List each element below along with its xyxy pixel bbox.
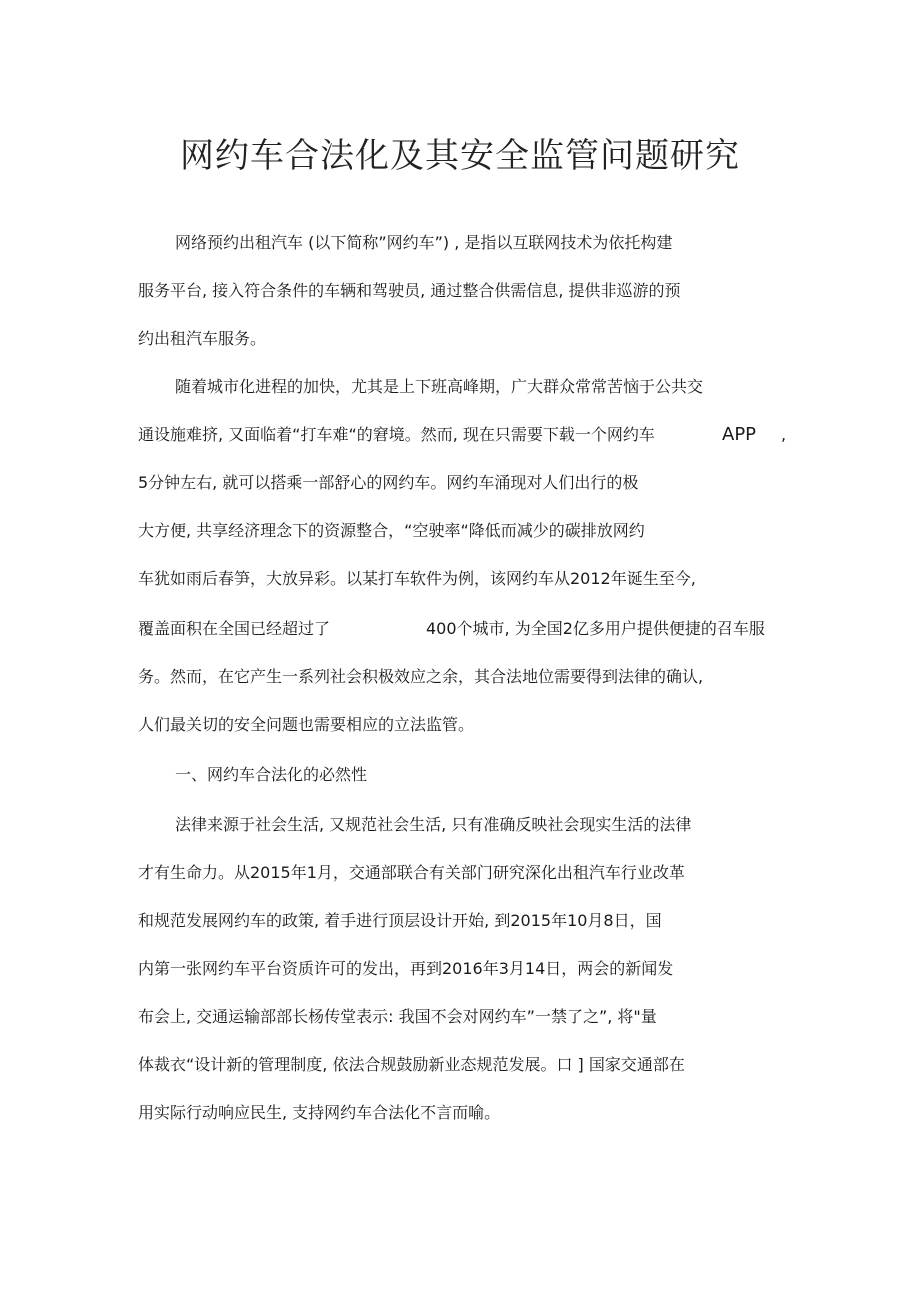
paragraph-2-line-2: 通设施难挤, 又面临着“打车难“的窘境。然而, 现在只需要下载一个网约车 bbox=[138, 425, 655, 444]
paragraph-2-line-5: 车犹如雨后春笋，大放异彩。以某打车软件为例，该网约车从2012年诞生至今, bbox=[138, 569, 696, 588]
paragraph-2-line-4: 大方便, 共享经济理念下的资源整合，“空驶率“降低而减少的碳排放网约 bbox=[138, 521, 645, 540]
paragraph-3-line-7: 用实际行动响应民生, 支持网约车合法化不言而喻。 bbox=[138, 1103, 501, 1122]
document-title: 网约车合法化及其安全监管问题研究 bbox=[180, 136, 740, 176]
paragraph-2-line-8: 人们最关切的安全问题也需要相应的立法监管。 bbox=[138, 715, 475, 734]
paragraph-1-line-2: 服务平台, 接入符合条件的车辆和驾驶员, 通过整合供需信息, 提供非巡游的预 bbox=[138, 281, 681, 300]
paragraph-1-line-1: 网络预约出租汽车 (以下简称”网约车”) , 是指以互联网技术为依托构建 bbox=[175, 233, 673, 252]
paragraph-1-line-3: 约出租汽车服务。 bbox=[138, 329, 267, 348]
paragraph-2-line-3: 5分钟左右, 就可以搭乘一部舒心的网约车。网约车涌现对人们出行的极 bbox=[138, 473, 639, 492]
paragraph-3-line-1: 法律来源于社会生活, 又规范社会生活, 只有准确反映社会现实生活的法律 bbox=[175, 815, 692, 834]
paragraph-2-line-6b: 400个城市, 为全国2亿多用户提供便捷的召车服 bbox=[426, 619, 765, 638]
app-text: APP bbox=[722, 424, 757, 445]
paragraph-3-line-5: 布会上, 交通运输部部长杨传堂表示: 我国不会对网约车”一禁了之”, 将"量 bbox=[138, 1007, 657, 1026]
comma-text: , bbox=[781, 425, 787, 444]
paragraph-2-line-6a: 覆盖面积在全国已经超过了 bbox=[138, 619, 331, 638]
paragraph-2-line-7: 务。然而，在它产生一系列社会积极效应之余，其合法地位需要得到法律的确认, bbox=[138, 667, 704, 686]
paragraph-3-line-6: 体裁衣“设计新的管理制度, 依法合规鼓励新业态规范发展。口 ] 国家交通部在 bbox=[138, 1055, 685, 1074]
paragraph-3-line-3: 和规范发展网约车的政策, 着手进行顶层设计开始, 到2015年10月8日，国 bbox=[138, 911, 662, 930]
paragraph-3-line-2: 才有生命力。从2015年1月，交通部联合有关部门研究深化出租汽车行业改革 bbox=[138, 863, 685, 882]
section-heading: 一、网约车合法化的必然性 bbox=[175, 765, 368, 784]
paragraph-2-line-1: 随着城市化进程的加快，尤其是上下班高峰期，广大群众常常苦恼于公共交 bbox=[175, 377, 704, 396]
paragraph-3-line-4: 内第一张网约车平台资质许可的发出，再到2016年3月14日，两会的新闻发 bbox=[138, 959, 674, 978]
